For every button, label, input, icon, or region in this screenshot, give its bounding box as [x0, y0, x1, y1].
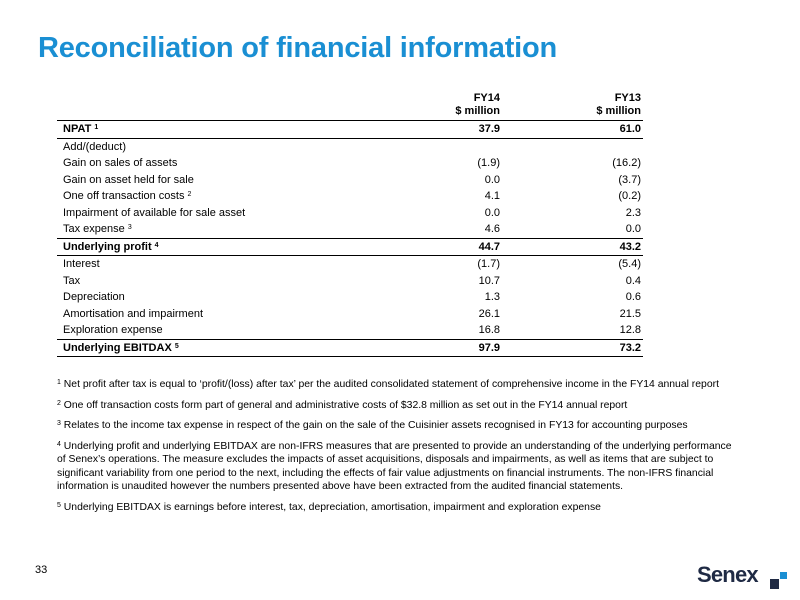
row-label-text: Gain on asset held for sale — [63, 173, 194, 186]
row-label — [57, 172, 409, 189]
row-label — [57, 306, 409, 323]
header-fy14 — [409, 92, 502, 121]
header-fy13-unit: $ million — [596, 105, 641, 117]
row-gap — [502, 205, 550, 222]
row-value-fy14: 0.0 — [484, 173, 500, 186]
footnote-text: Underlying EBITDAX is earnings before interest, tax, depreciation, amortisation, impairment and exploration expense — [63, 501, 601, 513]
row-label — [57, 256, 409, 273]
row-footnote-ref: 2 — [187, 191, 192, 198]
footnote-number: 4 — [57, 440, 61, 448]
row-gap — [502, 289, 550, 306]
row-label-text: Impairment of available for sale asset — [63, 206, 246, 219]
footnote-number: 3 — [57, 420, 61, 427]
row-gap — [502, 339, 550, 357]
row-gap — [502, 155, 550, 172]
reconciliation-table — [57, 92, 643, 357]
row-label — [57, 238, 409, 256]
table-row — [57, 221, 643, 238]
table-row — [57, 188, 643, 205]
page-number: 33 — [35, 564, 48, 576]
header-label-cell — [57, 92, 409, 121]
row-label — [57, 322, 409, 339]
row-label-text: Exploration expense — [63, 324, 163, 336]
row-value-fy14: 97.9 — [409, 339, 502, 357]
page-title: Reconciliation of financial information — [38, 32, 558, 64]
footnotes — [57, 378, 737, 521]
footnote-number: 5 — [57, 501, 61, 509]
row-value-fy13: 0.4 — [625, 274, 641, 287]
header-fy13 — [550, 92, 643, 121]
table-row — [57, 273, 643, 290]
row-value-fy14 — [409, 138, 502, 155]
row-label-text: Amortisation and impairment — [63, 307, 204, 320]
footnote-number: 1 — [57, 379, 61, 386]
row-label-text: Add/(deduct) — [63, 140, 126, 153]
table-row — [57, 238, 643, 256]
row-label-text: Underlying EBITDAX — [63, 341, 172, 354]
row-value-fy14: (1.9) — [477, 157, 500, 169]
row-gap — [502, 188, 550, 205]
row-footnote-ref: 1 — [94, 124, 99, 131]
row-gap — [502, 172, 550, 189]
row-value-fy13: 43.2 — [550, 238, 643, 256]
table-row — [57, 322, 643, 339]
row-value-fy14: 44.7 — [409, 238, 502, 256]
row-gap — [502, 322, 550, 339]
row-value-fy14: 4.1 — [484, 190, 500, 202]
table-row — [57, 289, 643, 306]
table-header-row — [57, 92, 643, 121]
row-label — [57, 205, 409, 222]
row-gap — [502, 221, 550, 238]
row-value-fy13: 0.6 — [625, 291, 641, 303]
senex-logo-text: Senex — [697, 562, 758, 587]
row-label-text: Tax — [63, 274, 81, 287]
footnote — [57, 378, 737, 392]
row-value-fy13: 2.3 — [625, 206, 641, 219]
row-label-text: Underlying profit — [63, 240, 152, 253]
logo-square-dark — [770, 579, 779, 589]
table-row — [57, 339, 643, 357]
table-row — [57, 256, 643, 273]
footnote-text: Underlying profit and underlying EBITDAX are non-IFRS measures that are presented to provide an understanding of the underlying performance of Senex’s operations. The measure excludes the impacts of asset acquisitions, disposals and impairments, as well as items that are subject to significant variability from one period to the next, including the effects of fair value adjustments on financial instruments. The non-IFRS financial information is unaudited however the numbers presented above have been extracted from the audited financial statements. — [57, 440, 732, 492]
header-gap — [502, 92, 550, 121]
row-label-text: Interest — [63, 258, 100, 270]
row-value-fy14: 16.8 — [478, 324, 500, 336]
row-value-fy14: 37.9 — [409, 121, 502, 139]
row-value-fy13: 0.0 — [625, 223, 641, 235]
row-value-fy13: 21.5 — [619, 307, 641, 320]
row-label — [57, 339, 409, 357]
row-label-text: Tax expense — [63, 223, 125, 235]
row-value-fy14: 1.3 — [484, 291, 500, 303]
table-row — [57, 172, 643, 189]
row-label — [57, 221, 409, 238]
row-value-fy14: 26.1 — [478, 307, 500, 320]
header-fy14-year: FY14 — [473, 92, 500, 104]
row-gap — [502, 238, 550, 256]
footnote — [57, 501, 737, 515]
row-value-fy13 — [550, 138, 643, 155]
row-value-fy13: 61.0 — [550, 121, 643, 139]
row-label-text: Depreciation — [63, 291, 125, 303]
row-label — [57, 273, 409, 290]
row-label — [57, 138, 409, 155]
row-footnote-ref: 5 — [174, 342, 179, 350]
row-footnote-ref: 4 — [154, 241, 159, 249]
row-gap — [502, 273, 550, 290]
table-row — [57, 306, 643, 323]
row-value-fy13: (5.4) — [618, 258, 641, 270]
row-label — [57, 188, 409, 205]
table-row — [57, 205, 643, 222]
row-value-fy13: (3.7) — [618, 173, 641, 186]
table-body — [57, 121, 643, 357]
row-gap — [502, 121, 550, 139]
row-value-fy14: 0.0 — [484, 206, 500, 219]
row-gap — [502, 256, 550, 273]
row-label — [57, 121, 409, 139]
row-label-text: NPAT — [63, 123, 92, 135]
row-label — [57, 289, 409, 306]
senex-logo-mark-icon — [770, 569, 790, 589]
row-value-fy13: 73.2 — [550, 339, 643, 357]
row-value-fy13: 12.8 — [619, 324, 641, 336]
row-footnote-ref: 3 — [127, 224, 132, 231]
row-value-fy14: 10.7 — [478, 274, 500, 287]
footnote — [57, 399, 737, 413]
footnote-text: Relates to the income tax expense in respect of the gain on the sale of the Cuisinier assets recognised in FY13 for accounting purposes — [63, 420, 688, 431]
header-fy13-year: FY13 — [614, 92, 641, 104]
row-gap — [502, 306, 550, 323]
table-row — [57, 138, 643, 155]
footnote — [57, 440, 737, 494]
row-gap — [502, 138, 550, 155]
row-value-fy14: 4.6 — [484, 223, 500, 235]
footnote — [57, 419, 737, 433]
row-value-fy13: (16.2) — [612, 157, 641, 169]
logo-square-blue — [780, 572, 787, 579]
row-label — [57, 155, 409, 172]
footnote-number: 2 — [57, 399, 61, 407]
row-label-text: Gain on sales of assets — [63, 157, 178, 169]
table-row — [57, 121, 643, 139]
table-row — [57, 155, 643, 172]
row-value-fy13: (0.2) — [618, 190, 641, 202]
header-fy14-unit: $ million — [455, 105, 500, 117]
footnote-text: Net profit after tax is equal to ‘profit/(loss) after tax’ per the audited consolidated statement of comprehensive income in the FY14 annual report — [63, 379, 719, 390]
row-value-fy14: (1.7) — [477, 258, 500, 270]
row-label-text: One off transaction costs — [63, 190, 185, 202]
footnote-text: One off transaction costs form part of general and administrative costs of $32.8 million as set out in the FY14 annual report — [63, 399, 628, 411]
